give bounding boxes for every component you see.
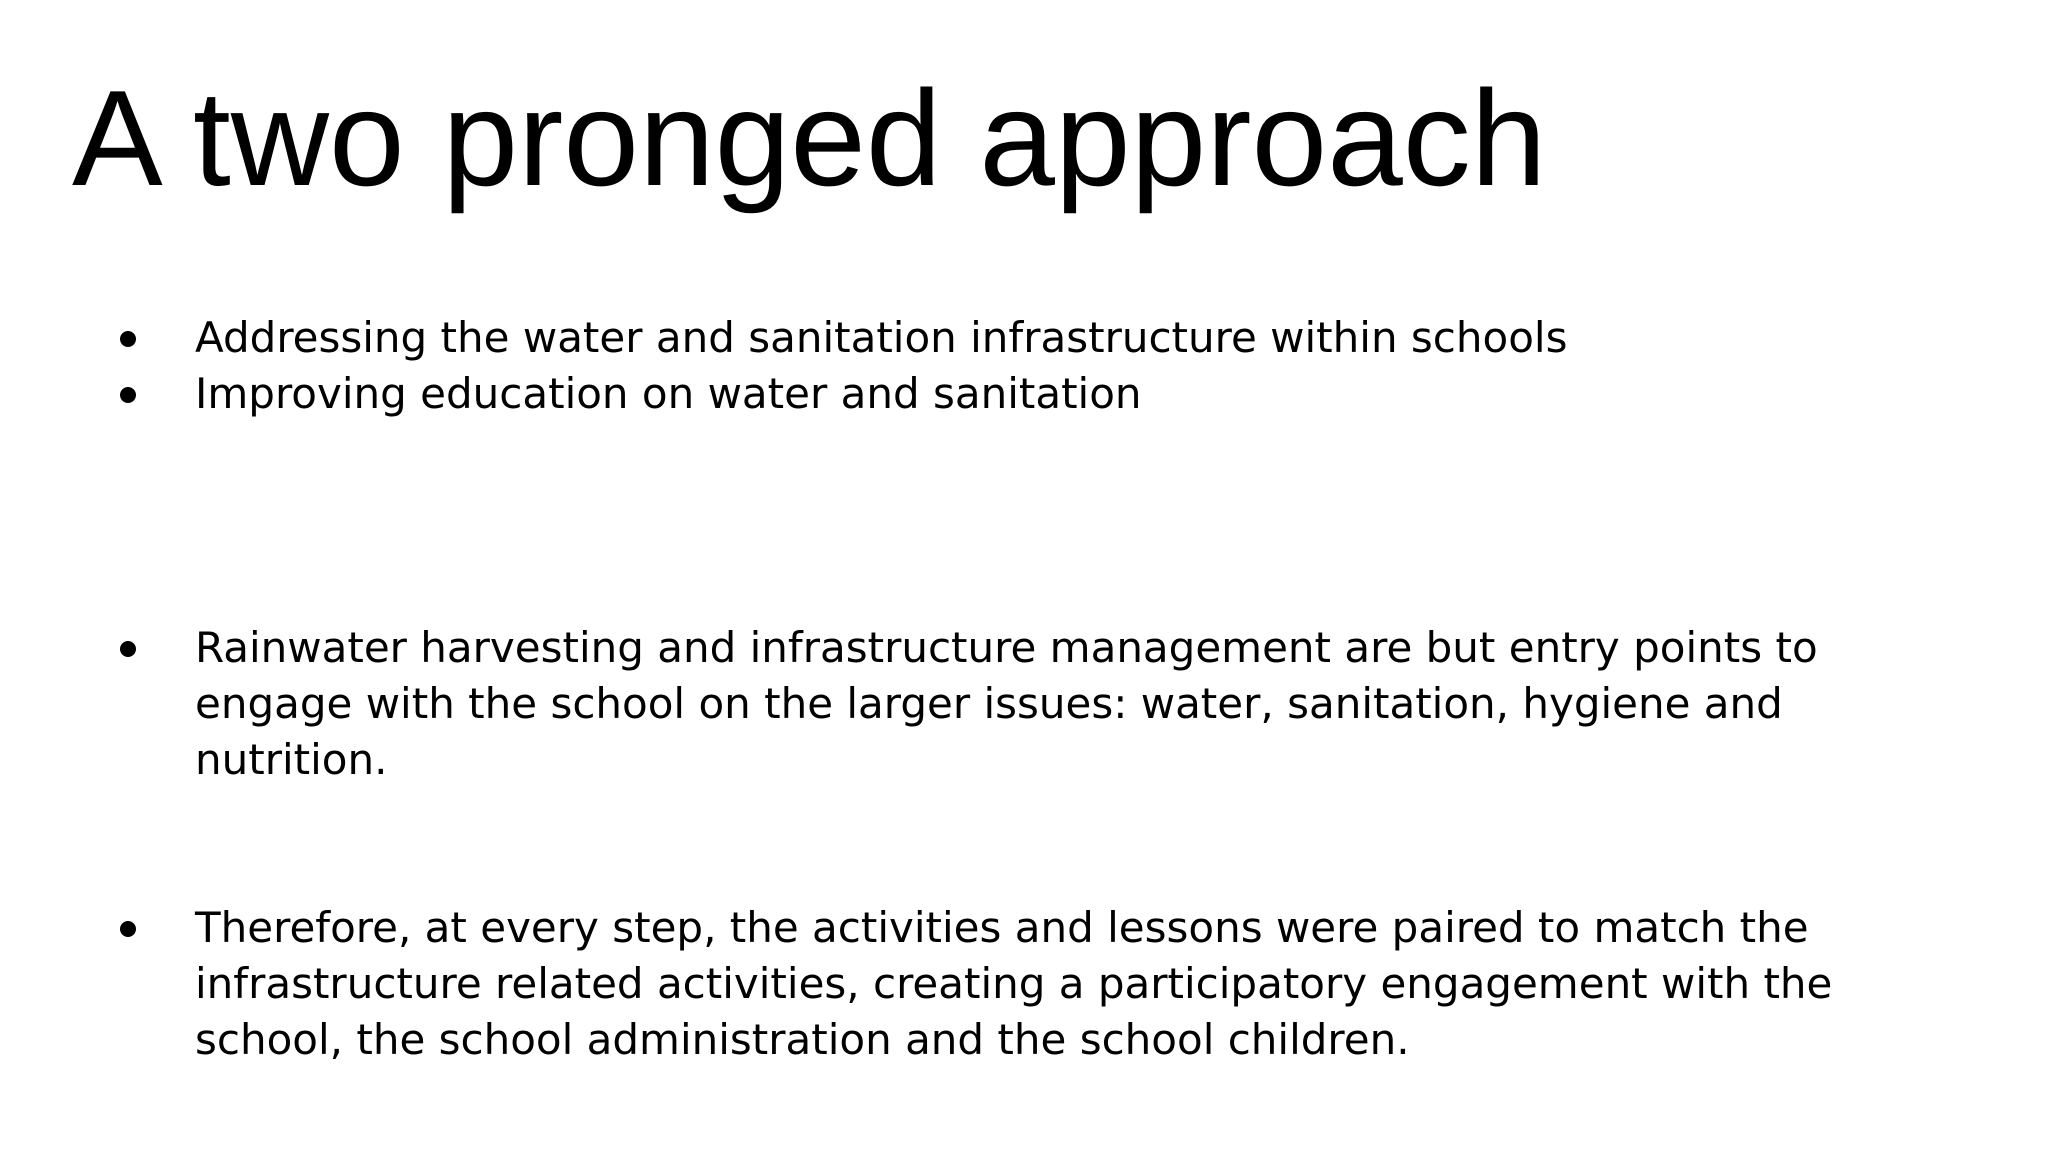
bullet-icon <box>120 921 136 937</box>
bullet-icon <box>120 387 136 403</box>
bullet-text: Therefore, at every step, the activities and lessons were paired to match the infrastructure related activities, creating a participatory engagement with the school, the school administration and the school children. <box>195 903 1833 1064</box>
bullet-list-entry-points <box>0 620 1900 788</box>
bullet-text: Addressing the water and sanitation infrastructure within schools <box>195 313 1568 362</box>
bullet-text: Rainwater harvesting and infrastructure management are but entry points to engage with the school on the larger issues: water, sanitation, hygiene and nutrition. <box>195 623 1818 784</box>
bullet-list-conclusion <box>0 900 1900 1068</box>
bullet-text: Improving education on water and sanitation <box>195 369 1142 418</box>
bullet-item <box>0 310 1855 366</box>
bullet-item <box>0 900 1855 1068</box>
bullet-item <box>0 366 1855 422</box>
bullet-item <box>0 620 1855 788</box>
slide-title: A two pronged approach <box>72 62 1547 214</box>
bullet-icon <box>120 641 136 657</box>
bullet-icon <box>120 331 136 347</box>
bullet-list-approaches <box>0 310 1900 422</box>
